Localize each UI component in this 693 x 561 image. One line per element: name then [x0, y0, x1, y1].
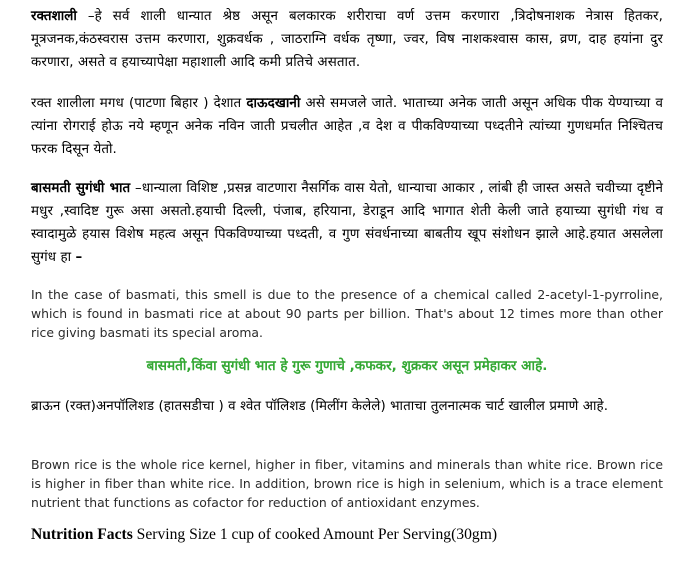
comparison-intro-paragraph: ब्राऊन (रक्त)अनपॉलिशड (हातसडीचा ) व श्वेत पॉलिशड (मिलींग केलेले) भाताचा तुलनात्मक चार्ट खालील प्रमाणे आहे. — [31, 399, 609, 414]
rakt-shali-term: रक्तशाली — [31, 9, 77, 24]
rakt-shali-paragraph — [31, 5, 663, 74]
basmati-highlight-line: बासमती,किंवा सुगंधी भात हे गुरू गुणाचे ,कफकर, शुक्रकर असून प्रमेहाकर आहे. — [146, 358, 548, 374]
nutrition-facts-text: Serving Size 1 cup of cooked Amount Per Serving(30gm) — [132, 526, 498, 543]
basmati-term: बासमती सुगंधी भात — [31, 181, 131, 196]
basmati-text: –धान्याला विशिष्ट ,प्रसन्न वाटणारा नैसर्गिक वास येतो, धान्याचा आकार , लांबी ही जास्त असते चवीच्या दृष्टीने मधुर ,स्वादिष्ट गुरू असा असतो.हयाची दिल्ली, पंजाब, हरियाना, डेराडून आदि भागात शेती केली जाते हयाच्या सुगंधी गंध व स्वादामुळे हयास विशेष महत्व असून पिकविण्याच्या पध्दती, व गुण संवर्धनाच्या बाबतीय खूप संशोधन झाले आहे.हयात असलेला सुगंध हा — [31, 181, 663, 265]
brown-rice-english-paragraph: Brown rice is the whole rice kernel, higher in fiber, vitamins and minerals than white rice. Brown rice is higher in fiber than white rice. In addition, brown rice is high in selenium, which is a trace element nutrient that functions as cofactor for reduction of antioxidant enzymes. — [31, 457, 663, 510]
nutrition-facts-heading: Nutrition Facts — [31, 526, 133, 543]
basmati-paragraph — [31, 177, 663, 269]
daudkhani-text-after: असे समजले जाते. भाताच्या अनेक जाती असून अधिक पीक येण्याच्या व त्यांना रोगराई होऊ नये म्हणून अनेक नविन जाती प्रचलीत आहेत ,व देश व पीकविण्याच्या पध्दतीने त्यांच्या गुणधर्मात निश्चितच फरक दिसून येतो. — [31, 96, 663, 157]
daudkhani-text-before: रक्त शालीला मगध (पाटणा बिहार ) देशात — [31, 96, 247, 111]
daudkhani-term: दाऊदखानी — [246, 96, 301, 111]
basmati-english-paragraph: In the case of basmati, this smell is due to the presence of a chemical called 2-acetyl-1-pyrroline, which is found in basmati rice at about 90 parts per billion. That's about 12 times more than other rice giving basmati its special aroma. — [31, 287, 663, 340]
nutrition-facts-line — [31, 525, 497, 545]
rakt-shali-text: –हे सर्व शाली धान्यात श्रेष्ठ असून बलकारक शरीराचा वर्ण उत्तम करणारा ,त्रिदोषनाशक नेत्रास हितकर, मूत्रजनक,कंठस्वरास उत्तम करणारा, शुक्रवर्धक , जाठराग्नि वर्धक तृष्णा, ज्वर, विष नाशकश्वास कास, व्रण, दाह हयांना दुर करणारा, असते व हयाच्यापेक्षा महाशाली आदि कमी प्रतिचे असतात. — [31, 9, 663, 70]
basmati-dash: – — [75, 250, 83, 265]
daudkhani-paragraph — [31, 92, 663, 161]
